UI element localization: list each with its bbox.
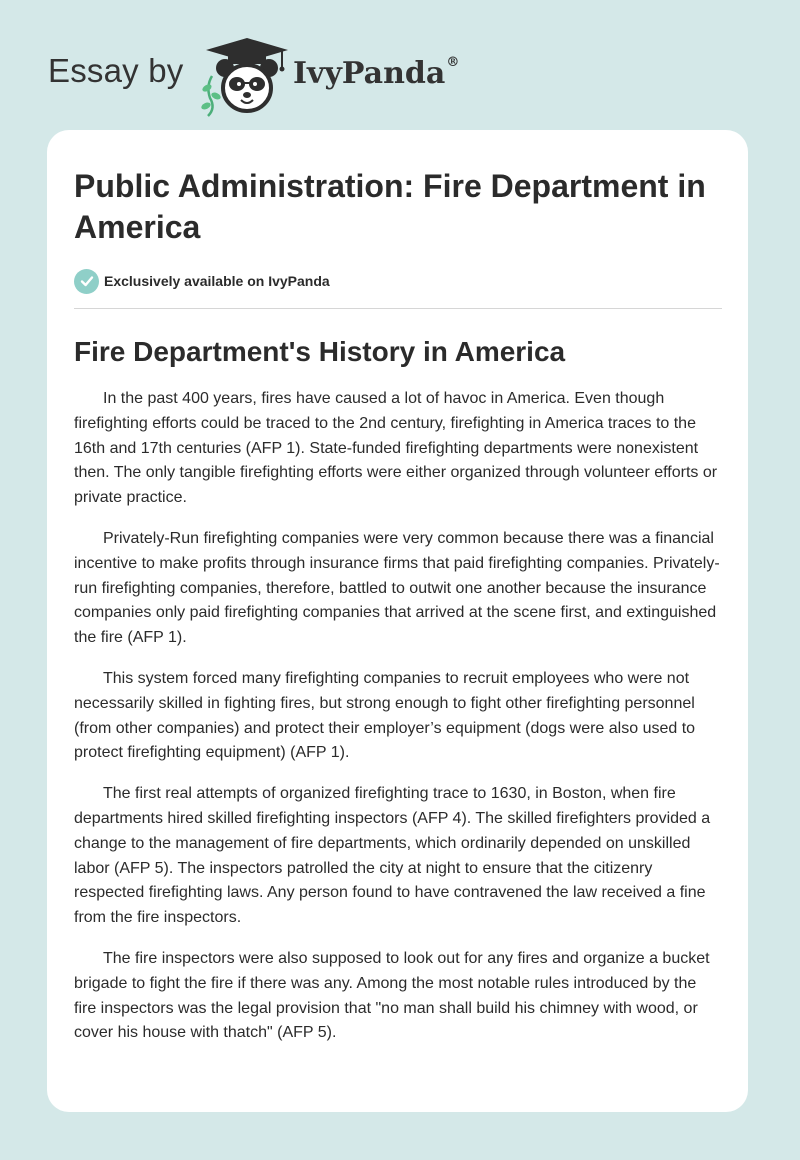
section-heading: Fire Department's History in America — [74, 336, 566, 367]
ivypanda-logo-icon[interactable] — [198, 36, 296, 118]
page-title: Public Administration: Fire Department in America — [74, 168, 706, 245]
essay-by-label: Essay by — [48, 52, 184, 89]
article-body — [74, 387, 722, 1046]
paragraph: Privately-Run firefighting companies were very common because there was a financial incentive to make profits through insurance firms that paid firefighting companies. Privately-run firefighting companies, therefore, battled to outwit one another because the insurance companies only paid firefighting companies that arrived at the scene first, and extinguished the fire (AFP 1). — [74, 529, 720, 647]
brand-name[interactable] — [293, 56, 459, 91]
paragraph: In the past 400 years, fires have caused a lot of havoc in America. Even though firefighting efforts could be traced to the 2nd century, firefighting in America traces to the 16th and 17th centuries (AFP 1). State-funded firefighting departments were nonexistent then. The only tangible firefighting efforts were either organized through volunteer efforts or private practice. — [74, 390, 718, 507]
badge-label: Exclusively available on IvyPanda — [104, 273, 330, 289]
paragraph: The fire inspectors were also supposed to look out for any fires and organize a bucket brigade to fight the fire if there was any. Among the most notable rules introduced by the fire inspectors was the legal provision that "no man shall build his chimney with wood, or cover his house with thatch" (AFP 5). — [74, 949, 710, 1042]
brand-name-text: IvyPanda — [293, 56, 446, 91]
registered-mark: ® — [446, 55, 460, 70]
site-header — [48, 30, 508, 120]
paragraph: The first real attempts of organized firefighting trace to 1630, in Boston, when fire departments hired skilled firefighting inspectors (AFP 4). The skilled firefighters provided a change to the management of fire departments, which ordinarily depended on unskilled labor (AFP 5). The inspectors patrolled the city at night to ensure that the citizenry respected firefighting laws. Any person found to have contravened the law received a fine from the fire inspectors. — [74, 785, 711, 927]
exclusive-badge — [74, 268, 722, 294]
divider — [74, 308, 722, 309]
essay-card — [47, 130, 748, 1112]
paragraph: This system forced many firefighting companies to recruit employees who were not necessarily skilled in fighting fires, but strong enough to fight other firefighting personnel (from other companies) and protect their employer’s equipment (dogs were also used to protect firefighting equipment) (AFP 1). — [74, 669, 696, 762]
checkmark-icon — [74, 269, 99, 294]
